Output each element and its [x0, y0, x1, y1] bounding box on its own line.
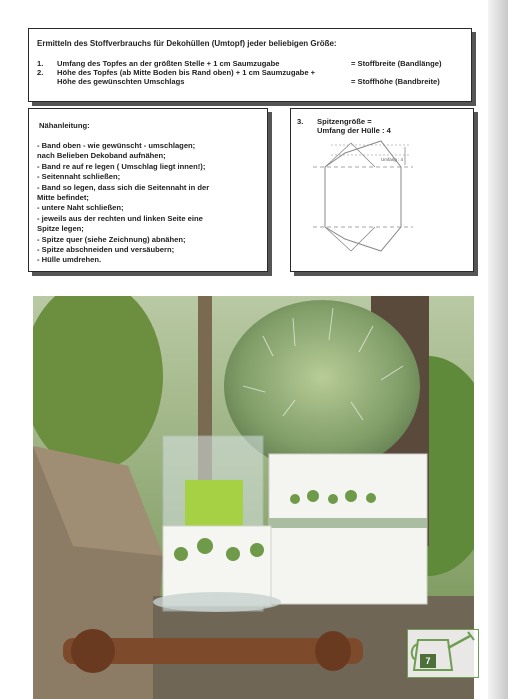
sewing-instructions-box: [28, 108, 268, 272]
sewing-step: - Band oben - wie gewünscht - umschlagen;: [37, 141, 196, 150]
tip-diagram: [291, 109, 473, 271]
sewing-step: - Seitennaht schließen;: [37, 172, 121, 182]
sewing-step: nach Belieben Dekoband aufnähen;: [37, 151, 166, 161]
calculation-list: [37, 59, 327, 86]
tip-size-box: [290, 108, 474, 272]
sewing-step: Spitze legen;: [37, 224, 84, 234]
sewing-step: - Spitze quer (siehe Zeichnung) abnähen;: [37, 234, 186, 244]
fabric-calculation-box: [28, 28, 472, 102]
sewing-step: - Spitze abschneiden und versäubern;: [37, 245, 175, 255]
sewing-step: - Band re auf re legen ( Umschlag liegt innen!);: [37, 161, 206, 171]
sewing-title: Nähanleitung:: [39, 121, 90, 130]
calculation-item-text: Höhe des Topfes (ab Mitte Boden bis Rand oben) + 1 cm Saumzugabe + Höhe des gewünschten Umschlags: [57, 68, 316, 86]
sewing-step: - jeweils aus der rechten und linken Seite eine: [37, 213, 203, 223]
sewing-steps: [37, 141, 209, 266]
calculation-item-text: Umfang des Topfes an der größten Stelle + 1 cm Saumzugabe: [57, 59, 280, 68]
tip-title-line: Umfang der Hülle : 4: [317, 126, 391, 136]
sewing-step: Mitte befindet;: [37, 193, 89, 203]
calculation-item: [37, 59, 327, 68]
calculation-result-height: = Stoffhöhe (Bandbreite): [351, 77, 440, 86]
page-edge: [488, 0, 508, 699]
calculation-item-number: 2.: [37, 68, 44, 77]
tip-title-line: Spitzengröße =: [317, 117, 372, 126]
calculation-item-number: 1.: [37, 59, 44, 68]
tip-triangle-bottom: [325, 227, 375, 251]
page-number: 7: [420, 654, 436, 668]
tip-number: 3.: [297, 117, 304, 126]
sewing-step: - Hülle umdrehen.: [37, 255, 102, 265]
page-badge: [407, 629, 479, 678]
sewing-step: - untere Naht schließen;: [37, 203, 124, 213]
calculation-item: [37, 68, 327, 86]
watering-can-icon: [408, 630, 478, 677]
calculation-title: Ermitteln des Stoffverbrauchs für Dekohüllen (Umtopf) jeder beliebigen Größe:: [37, 39, 337, 48]
calculation-result-width: = Stoffbreite (Bandlänge): [351, 59, 442, 68]
sewing-step: - Band so legen, dass sich die Seitennaht in der: [37, 182, 210, 192]
measure-label: Umfang : 4: [381, 157, 404, 162]
